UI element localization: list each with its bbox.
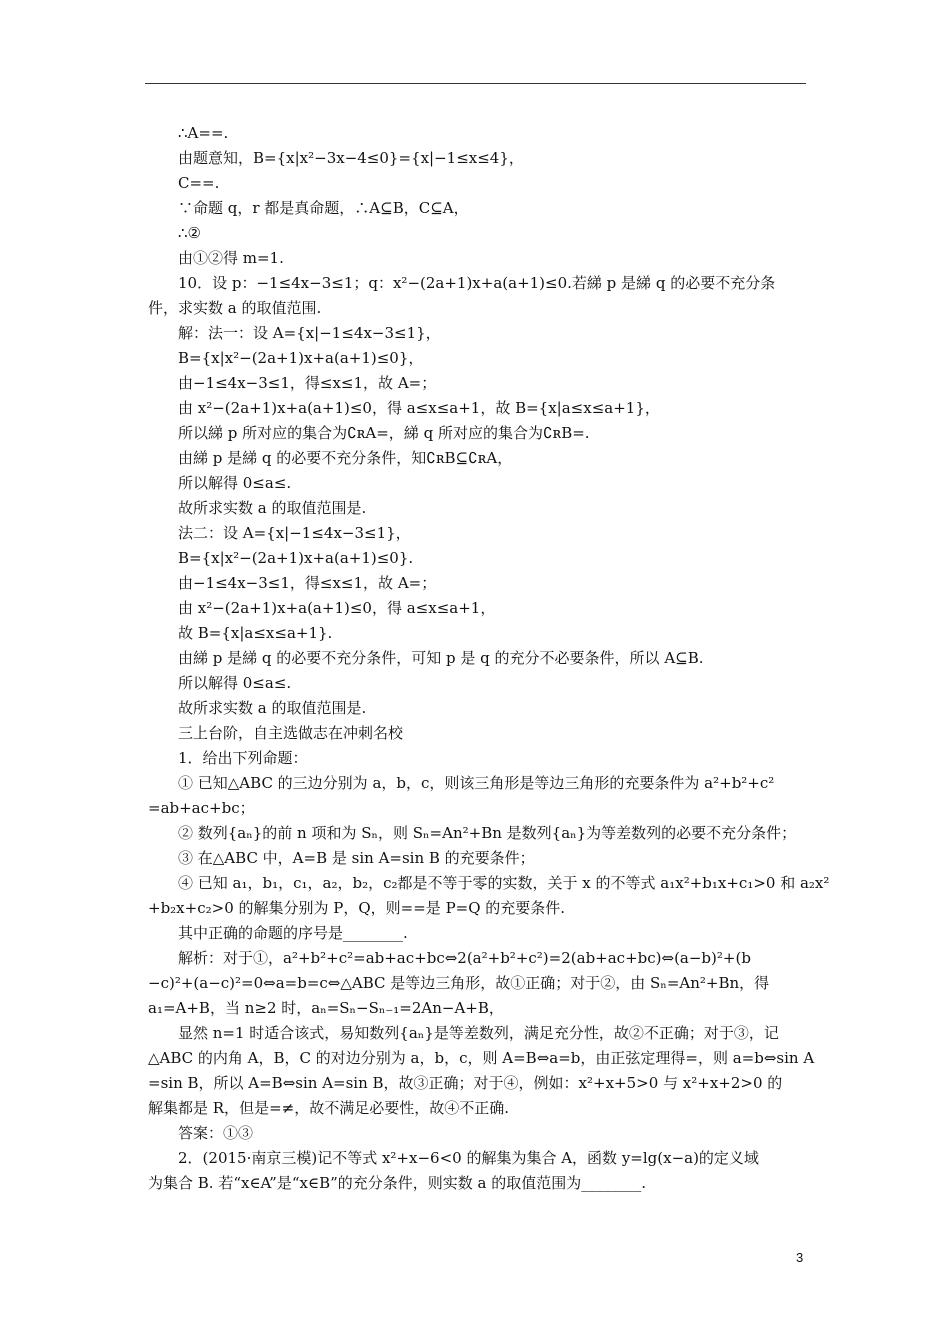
text-line: 解析：对于①，a²+b²+c²=ab+ac+bc⇔2(a²+b²+c²)=2(ab+ac+bc)⇔(a−b)²+(b — [178, 949, 751, 967]
text-line: 故 B={x|a≤x≤a+1}. — [178, 624, 333, 642]
text-line: 答案：①③ — [178, 1124, 254, 1142]
text-line: =ab+ac+bc； — [148, 799, 255, 817]
text-line: a₁=A+B，当 n≥2 时，aₙ=Sₙ−Sₙ₋₁=2An−A+B， — [148, 999, 504, 1017]
text-line: B={x|x²−(2a+1)x+a(a+1)≤0}. — [178, 549, 414, 567]
text-line: ∴A==. — [178, 124, 229, 142]
text-line: 其中正确的命题的序号是________. — [178, 924, 408, 942]
text-line: 为集合 B. 若“x∈A”是“x∈B”的充分条件，则实数 a 的取值范围为________. — [148, 1174, 647, 1192]
header-rule — [145, 83, 806, 84]
text-line: 法二：设 A={x|−1≤4x−3≤1}， — [178, 524, 411, 542]
text-line: 由綈 p 是綈 q 的必要不充分条件，知∁ʀB⊆∁ʀA， — [178, 449, 513, 467]
text-line: 所以綈 p 所对应的集合为∁ʀA=，綈 q 所对应的集合为∁ʀB=. — [178, 424, 590, 442]
text-line: 解集都是 R，但是=≠，故不满足必要性，故④不正确. — [148, 1099, 509, 1117]
text-line: C==. — [178, 174, 220, 192]
text-line: 由题意知，B={x|x²−3x−4≤0}={x|−1≤x≤4}， — [178, 149, 524, 167]
text-line: ③ 在△ABC 中，A=B 是 sin A=sin B 的充要条件； — [178, 849, 535, 867]
text-line: B={x|x²−(2a+1)x+a(a+1)≤0}， — [178, 349, 424, 367]
text-line: 由−1≤4x−3≤1，得≤x≤1，故 A=； — [178, 574, 437, 592]
document-body — [148, 121, 830, 1196]
text-line: 1．给出下列命题： — [178, 749, 308, 767]
text-line: 由綈 p 是綈 q 的必要不充分条件，可知 p 是 q 的充分不必要条件，所以 A⊆B. — [178, 649, 704, 667]
text-line: ∴② — [178, 224, 201, 242]
text-line: △ABC 的内角 A，B，C 的对边分别为 a，b，c，则 A=B⇔a=b，由正弦定理得=，则 a=b⇔sin A — [148, 1049, 815, 1067]
text-line: 解：法一：设 A={x|−1≤4x−3≤1}， — [178, 324, 441, 342]
text-line: 由①②得 m=1. — [178, 249, 284, 267]
text-line: 故所求实数 a 的取值范围是. — [178, 499, 367, 517]
text-line: 由−1≤4x−3≤1，得≤x≤1，故 A=； — [178, 374, 437, 392]
text-line: +b₂x+c₂>0 的解集分别为 P，Q，则==是 P=Q 的充要条件. — [148, 899, 566, 917]
text-line: 2．(2015·南京三模)记不等式 x²+x−6<0 的解集为集合 A，函数 y=lg(x−a)的定义域 — [178, 1149, 759, 1167]
text-line: ④ 已知 a₁，b₁，c₁，a₂，b₂，c₂都是不等于零的实数，关于 x 的不等式 a₁x²+b₁x+c₁>0 和 a₂x² — [178, 874, 830, 892]
text-line: 所以解得 0≤a≤. — [178, 474, 292, 492]
text-line: 故所求实数 a 的取值范围是. — [178, 699, 367, 717]
text-line: 10．设 p：−1≤4x−3≤1；q：x²−(2a+1)x+a(a+1)≤0.若綈 p 是綈 q 的必要不充分条 — [178, 274, 776, 292]
text-line: −c)²+(a−c)²=0⇔a=b=c⇔△ABC 是等边三角形，故①正确；对于②，由 Sₙ=An²+Bn，得 — [148, 974, 770, 992]
text-line: 所以解得 0≤a≤. — [178, 674, 292, 692]
text-line: 由 x²−(2a+1)x+a(a+1)≤0，得 a≤x≤a+1， — [178, 599, 496, 617]
text-line: ① 已知△ABC 的三边分别为 a，b，c，则该三角形是等边三角形的充要条件为 a²+b²+c² — [178, 774, 775, 792]
text-line: 件，求实数 a 的取值范围. — [148, 299, 322, 317]
text-line: =sin B，所以 A=B⇔sin A=sin B，故③正确；对于④，例如：x²+x+5>0 与 x²+x+2>0 的 — [148, 1074, 783, 1092]
text-line: 三上台阶，自主选做志在冲刺名校 — [178, 724, 404, 742]
text-line: 由 x²−(2a+1)x+a(a+1)≤0，得 a≤x≤a+1，故 B={x|a≤x≤a+1}， — [178, 399, 660, 417]
text-line: 显然 n=1 时适合该式，易知数列{aₙ}是等差数列，满足充分性，故②不正确；对于③，记 — [178, 1024, 779, 1042]
page-number: 3 — [796, 1250, 804, 1265]
text-line: ② 数列{aₙ}的前 n 项和为 Sₙ，则 Sₙ=An²+Bn 是数列{aₙ}为等差数列的必要不充分条件； — [178, 824, 797, 842]
text-line: ∵命题 q，r 都是真命题，∴A⊆B，C⊆A， — [178, 199, 469, 217]
